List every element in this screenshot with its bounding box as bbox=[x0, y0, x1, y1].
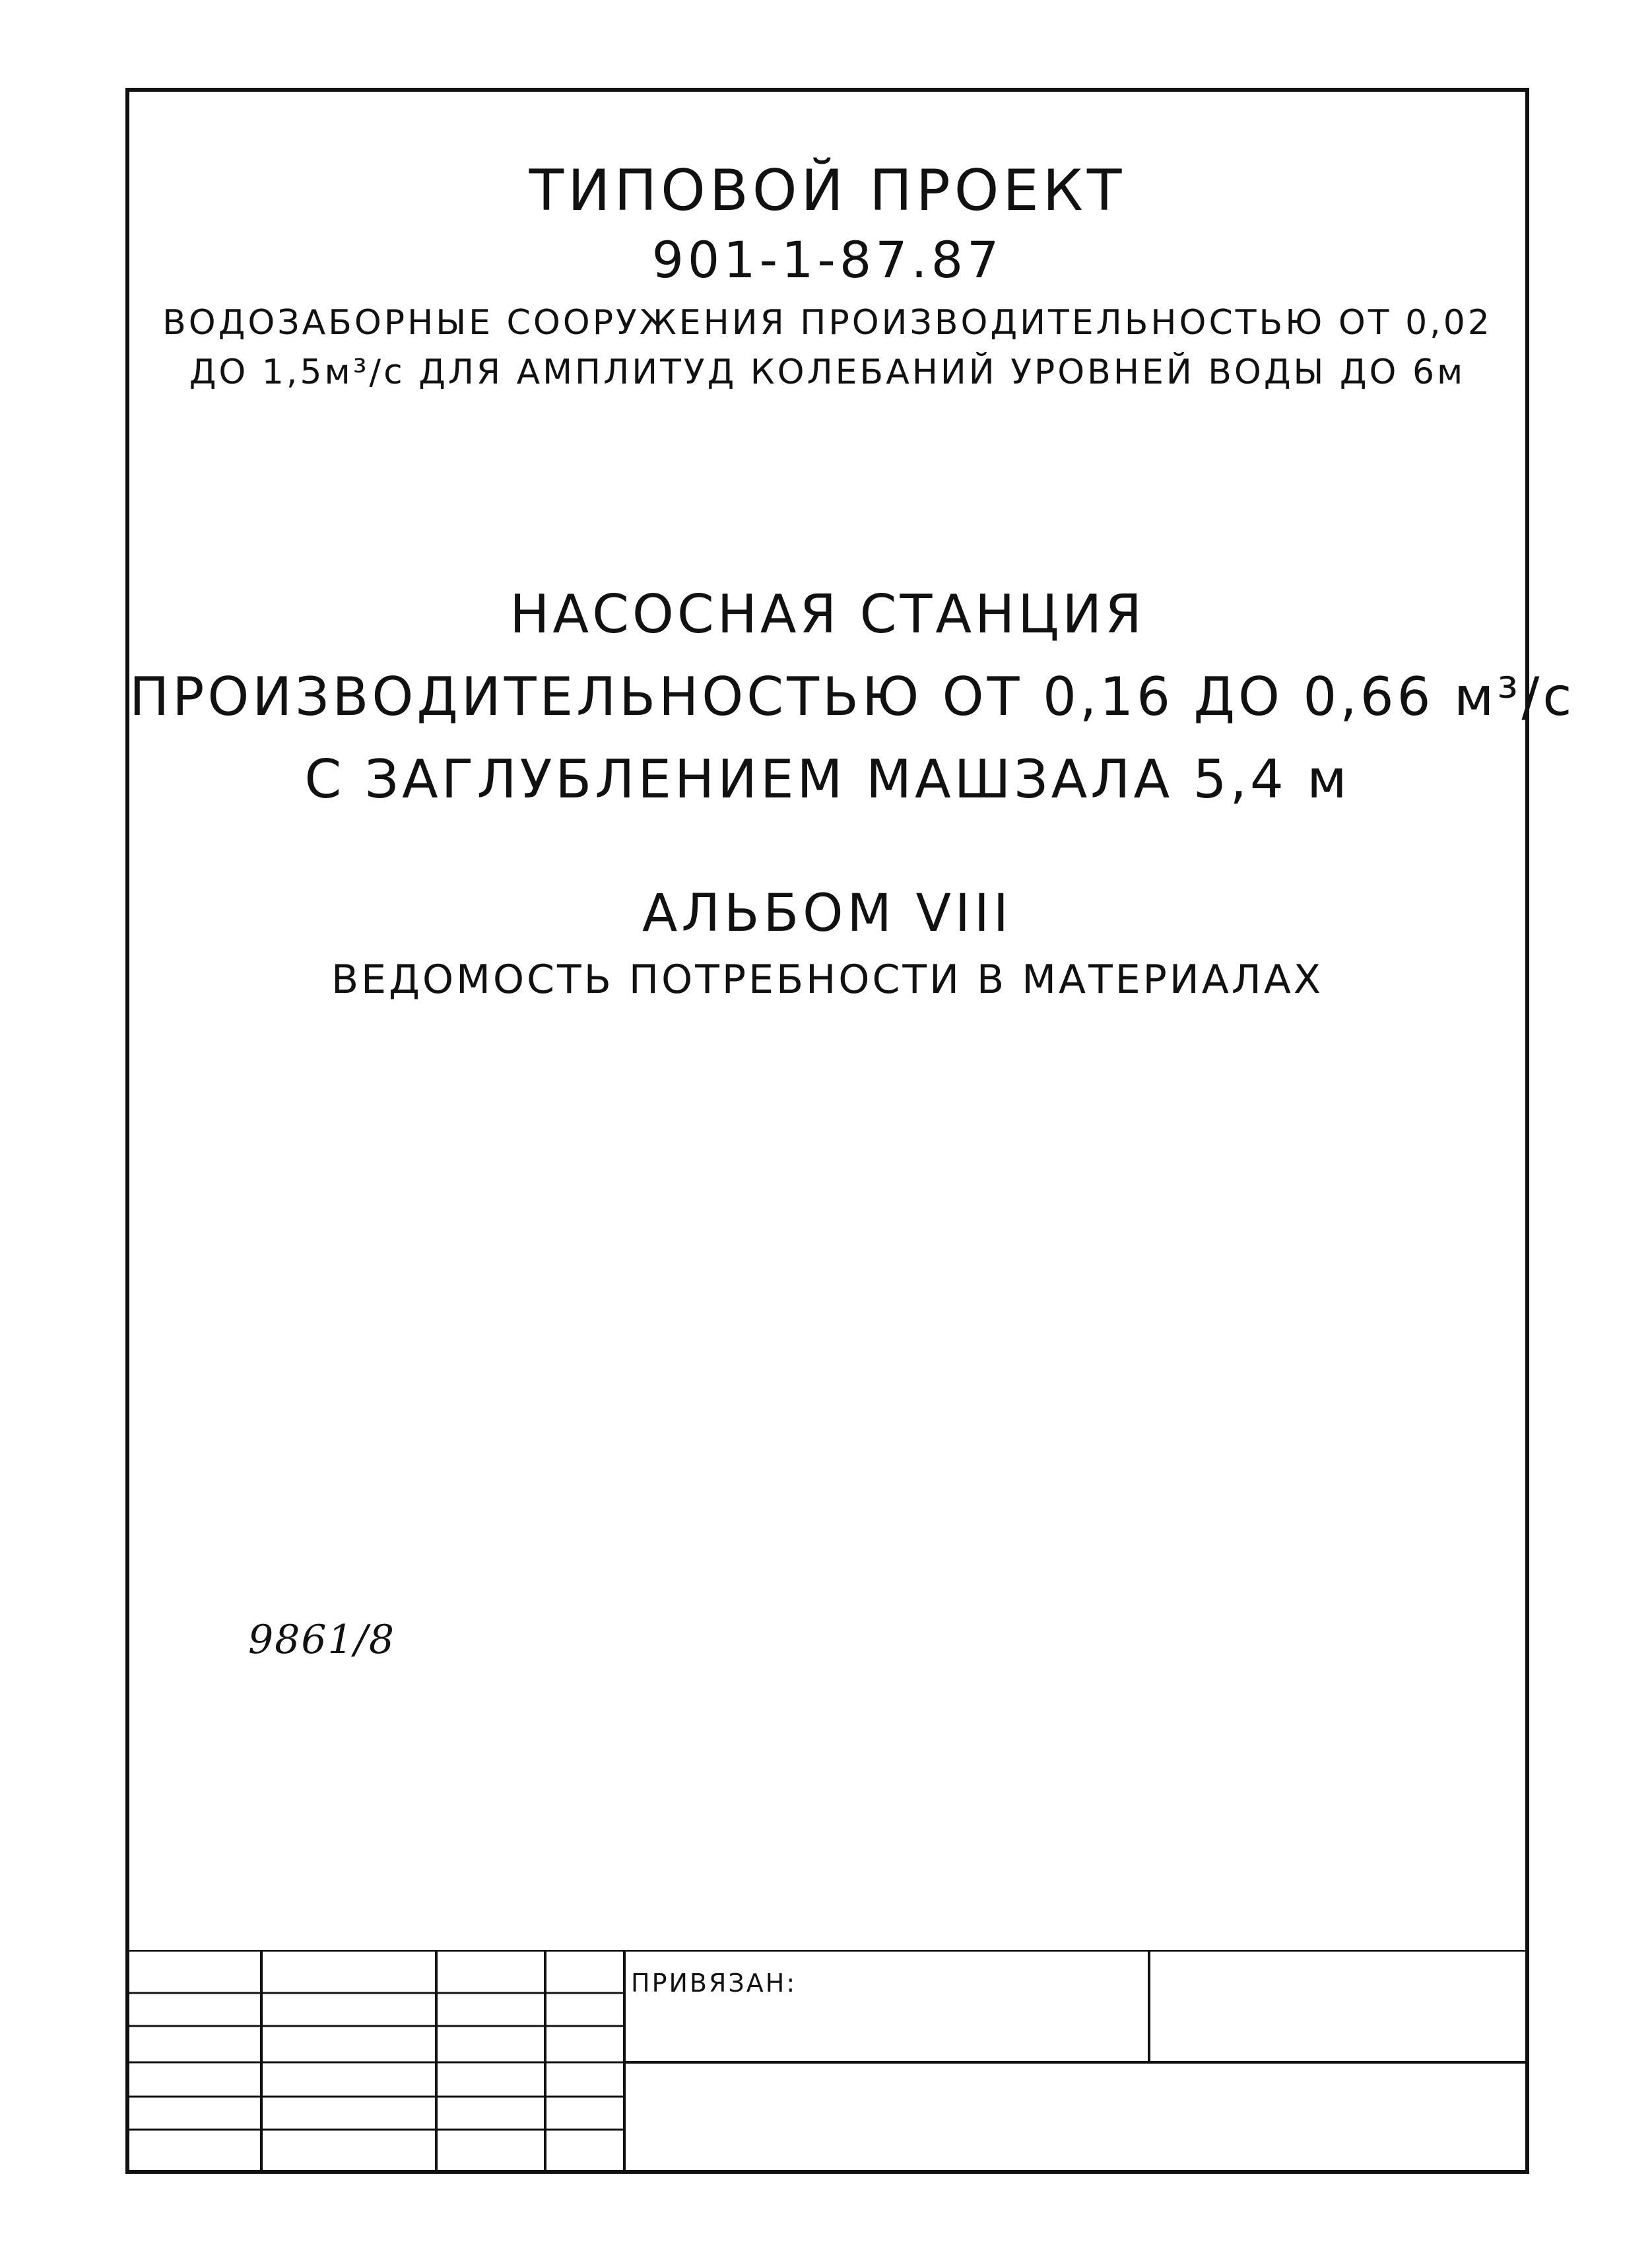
bound-label: ПРИВЯЗАН: bbox=[631, 1969, 797, 1998]
subtitle-line-2: ДО 1,5м³/с ДЛЯ АМПЛИТУД КОЛЕБАНИЙ УРОВНЕЙ ВОДЫ ДО 6м bbox=[189, 353, 1466, 392]
heading-line-3: С ЗАГЛУБЛЕНИЕМ МАШЗАЛА 5,4 м bbox=[304, 749, 1350, 810]
title-block-grid bbox=[129, 1950, 1525, 2170]
subtitle-line-1: ВОДОЗАБОРНЫЕ СООРУЖЕНИЯ ПРОИЗВОДИТЕЛЬНОСТЬЮ ОТ 0,02 bbox=[162, 303, 1492, 343]
drawing-sheet-frame bbox=[125, 88, 1575, 2174]
heading-line-2: ПРОИЗВОДИТЕЛЬНОСТЬЮ ОТ 0,16 ДО 0,66 м³/с bbox=[129, 666, 1575, 727]
project-code: 901-1-87.87 bbox=[651, 230, 1003, 289]
album-number: АЛЬБОМ VIII bbox=[642, 884, 1012, 943]
document-title: ТИПОВОЙ ПРОЕКТ bbox=[529, 158, 1126, 224]
heading-line-1: НАСОСНАЯ СТАНЦИЯ bbox=[510, 584, 1145, 645]
title-block-stamp bbox=[129, 1950, 1525, 2170]
inventory-number: 9861/8 bbox=[248, 1617, 396, 1663]
album-title: ВЕДОМОСТЬ ПОТРЕБНОСТИ В МАТЕРИАЛАХ bbox=[331, 957, 1324, 1003]
